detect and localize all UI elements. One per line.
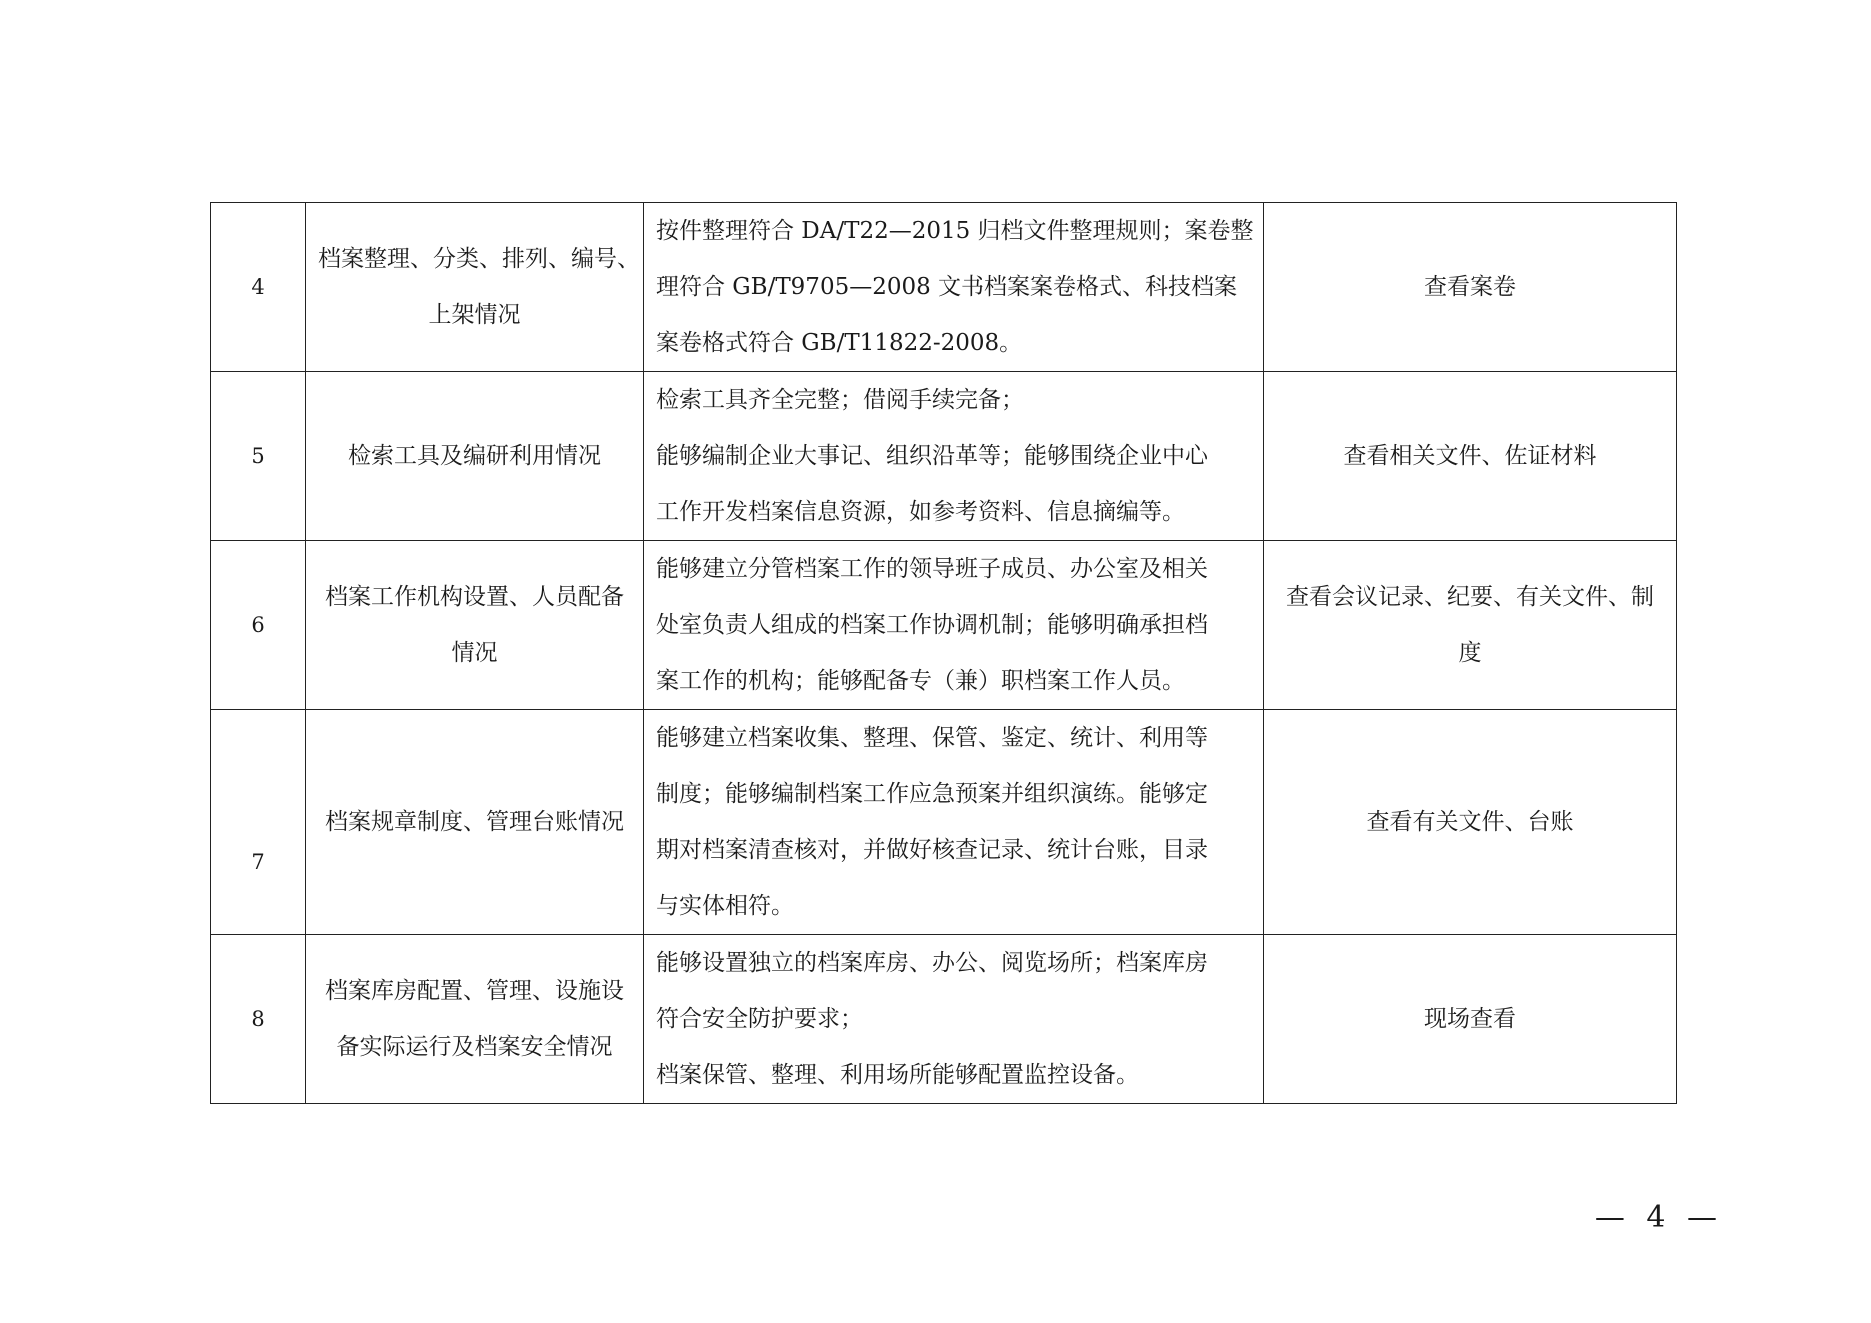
row-number: 6 [211,541,306,710]
check-method [1264,541,1677,710]
page-number: — 4 — [1594,1200,1723,1235]
row-number: 5 [211,372,306,541]
table-row [211,935,1677,1104]
table-row [211,372,1677,541]
check-method-line: 查看相关文件、佐证材料 [1343,443,1597,469]
check-method-line: 查看案卷 [1424,274,1516,300]
table-row [211,203,1677,372]
check-item [306,710,644,935]
check-standard [644,372,1264,541]
check-item [306,203,644,372]
check-method [1264,935,1677,1104]
check-item-line: 档案规章制度、管理台账情况 [325,809,624,835]
check-item-line: 档案工作机构设置、人员配备 [325,584,624,610]
check-standard-line: 符合安全防护要求； [656,1006,863,1032]
check-standard-line: 案工作的机构；能够配备专（兼）职档案工作人员。 [656,668,1185,694]
check-standard-line: 案卷格式符合 GB/T11822-2008。 [656,330,1023,356]
table-row [211,541,1677,710]
check-standard-line: 能够建立档案收集、整理、保管、鉴定、统计、利用等 [656,725,1208,751]
check-item-line: 情况 [451,640,498,666]
check-item-line: 检索工具及编研利用情况 [348,443,601,469]
check-item [306,372,644,541]
check-item [306,541,644,710]
check-method-line: 度 [1458,640,1482,666]
check-standard-line: 检索工具齐全完整；借阅手续完备； [656,387,1024,413]
check-item-line: 档案整理、分类、排列、编号、 [318,246,640,272]
check-standard [644,203,1264,372]
check-standard-line: 按件整理符合 DA/T22—2015 归档文件整理规则；案卷整 [656,218,1254,244]
check-standard-line: 档案保管、整理、利用场所能够配置监控设备。 [656,1062,1139,1088]
check-standard-line: 能够建立分管档案工作的领导班子成员、办公室及相关 [656,556,1208,582]
check-method [1264,710,1677,935]
check-method-line: 查看会议记录、纪要、有关文件、制 [1286,584,1654,610]
check-standard [644,935,1264,1104]
inspection-table-container [210,202,1676,1104]
check-item [306,935,644,1104]
check-standard-line: 制度；能够编制档案工作应急预案并组织演练。能够定 [656,781,1208,807]
row-number: 7 [211,710,306,935]
check-standard [644,710,1264,935]
check-standard-line: 能够编制企业大事记、组织沿革等；能够围绕企业中心 [656,443,1208,469]
check-item-line: 上架情况 [428,302,521,328]
table-row [211,710,1677,935]
check-method [1264,203,1677,372]
check-standard-line: 与实体相符。 [656,893,794,919]
check-standard-line: 期对档案清查核对，并做好核查记录、统计台账，目录 [656,837,1208,863]
check-method [1264,372,1677,541]
inspection-table [210,202,1677,1104]
check-standard-line: 工作开发档案信息资源，如参考资料、信息摘编等。 [656,499,1185,525]
check-standard-line: 理符合 GB/T9705—2008 文书档案案卷格式、科技档案 [656,274,1238,300]
check-item-line: 备实际运行及档案安全情况 [336,1034,613,1060]
check-item-line: 档案库房配置、管理、设施设 [325,978,624,1004]
check-method-line: 查看有关文件、台账 [1366,809,1574,835]
check-standard-line: 能够设置独立的档案库房、办公、阅览场所；档案库房 [656,950,1208,976]
check-standard-line: 处室负责人组成的档案工作协调机制；能够明确承担档 [656,612,1208,638]
row-number: 8 [211,935,306,1104]
check-method-line: 现场查看 [1424,1006,1516,1032]
row-number: 4 [211,203,306,372]
check-standard [644,541,1264,710]
